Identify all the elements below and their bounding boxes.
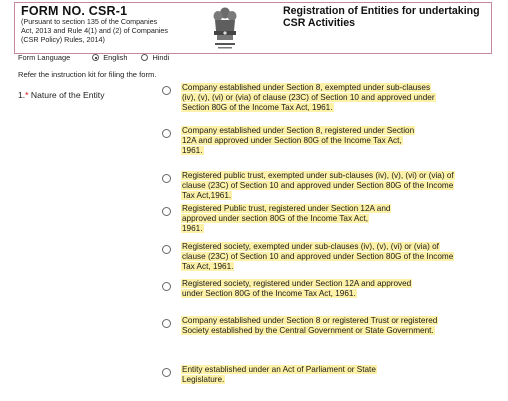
option-text: Registered society, registered under Section 12A and approved under Section 80G of the Income Tax Act, 1961. — [182, 279, 412, 299]
entity-option-4[interactable] — [162, 204, 391, 235]
option-text: Registered society, exempted under sub-clauses (iv), (v), (vi) or (via) of clause (23C) of Section 10 and approved under Section 80G of the Income Tax Act, 1961. — [182, 242, 454, 272]
national-emblem-icon — [205, 3, 245, 53]
question-text: Nature of the Entity — [30, 90, 105, 100]
radio-button[interactable] — [162, 129, 171, 138]
form-number: FORM NO. CSR-1 — [21, 4, 128, 18]
instruction-text: Refer the instruction kit for filing the form. — [18, 70, 157, 79]
radio-button[interactable] — [141, 54, 148, 61]
option-text: Company established under Section 8 or registered Trust or registered Society established by the Central Government or State Government. — [182, 316, 438, 336]
radio-button[interactable] — [162, 245, 171, 254]
radio-button[interactable] — [162, 207, 171, 216]
entity-option-7[interactable] — [162, 316, 439, 336]
form-header — [14, 2, 492, 54]
language-selector — [18, 53, 183, 62]
language-option-label: Hindi — [152, 53, 170, 62]
option-text: Company established under Section 8, registered under Section 12A and approved under Section 80G of the Income Tax Act, 1961. — [182, 126, 415, 156]
option-text: Registered public trust, exempted under sub-clauses (iv), (v), (vi) or (via) of clause (23C) of Section 10 and approved under Section 80G of the Income Tax Act,1961. — [182, 171, 454, 201]
radio-button[interactable] — [162, 282, 171, 291]
question-label — [18, 90, 105, 100]
radio-button[interactable] — [162, 86, 171, 95]
radio-button[interactable] — [92, 54, 99, 61]
language-option-label: English — [103, 53, 128, 62]
entity-option-6[interactable] — [162, 279, 417, 299]
entity-option-8[interactable] — [162, 365, 411, 385]
language-label: Form Language — [18, 53, 71, 62]
radio-button[interactable] — [162, 368, 171, 377]
entity-option-2[interactable] — [162, 126, 421, 157]
required-marker: * — [25, 90, 29, 100]
option-text: Registered Public trust, registered under Section 12A and approved under section 80G of the Income Tax Act, 1961. — [182, 204, 391, 234]
language-option-english[interactable] — [92, 53, 127, 62]
question-number: 1. — [18, 90, 26, 100]
option-text: Company established under Section 8, exempted under sub-clauses (iv), (v), (vi) or (via) of clause (23C) of Section 10 and approved under Section 80G of the Income Tax Act, 1961. — [182, 83, 435, 113]
radio-button[interactable] — [162, 319, 171, 328]
entity-option-1[interactable] — [162, 83, 443, 114]
entity-option-5[interactable] — [162, 242, 461, 273]
language-option-hindi[interactable] — [141, 53, 169, 62]
entity-option-3[interactable] — [162, 171, 461, 202]
form-subtitle: (Pursuant to section 135 of the Companies Act, 2013 and Rule 4(1) and (2) of Companies (CSR Policy) Rules, 2014) — [21, 17, 169, 44]
radio-button[interactable] — [162, 174, 171, 183]
option-text: Entity established under an Act of Parliament or State Legislature. — [182, 365, 376, 385]
form-title: Registration of Entities for undertaking CSR Activities — [283, 5, 480, 29]
